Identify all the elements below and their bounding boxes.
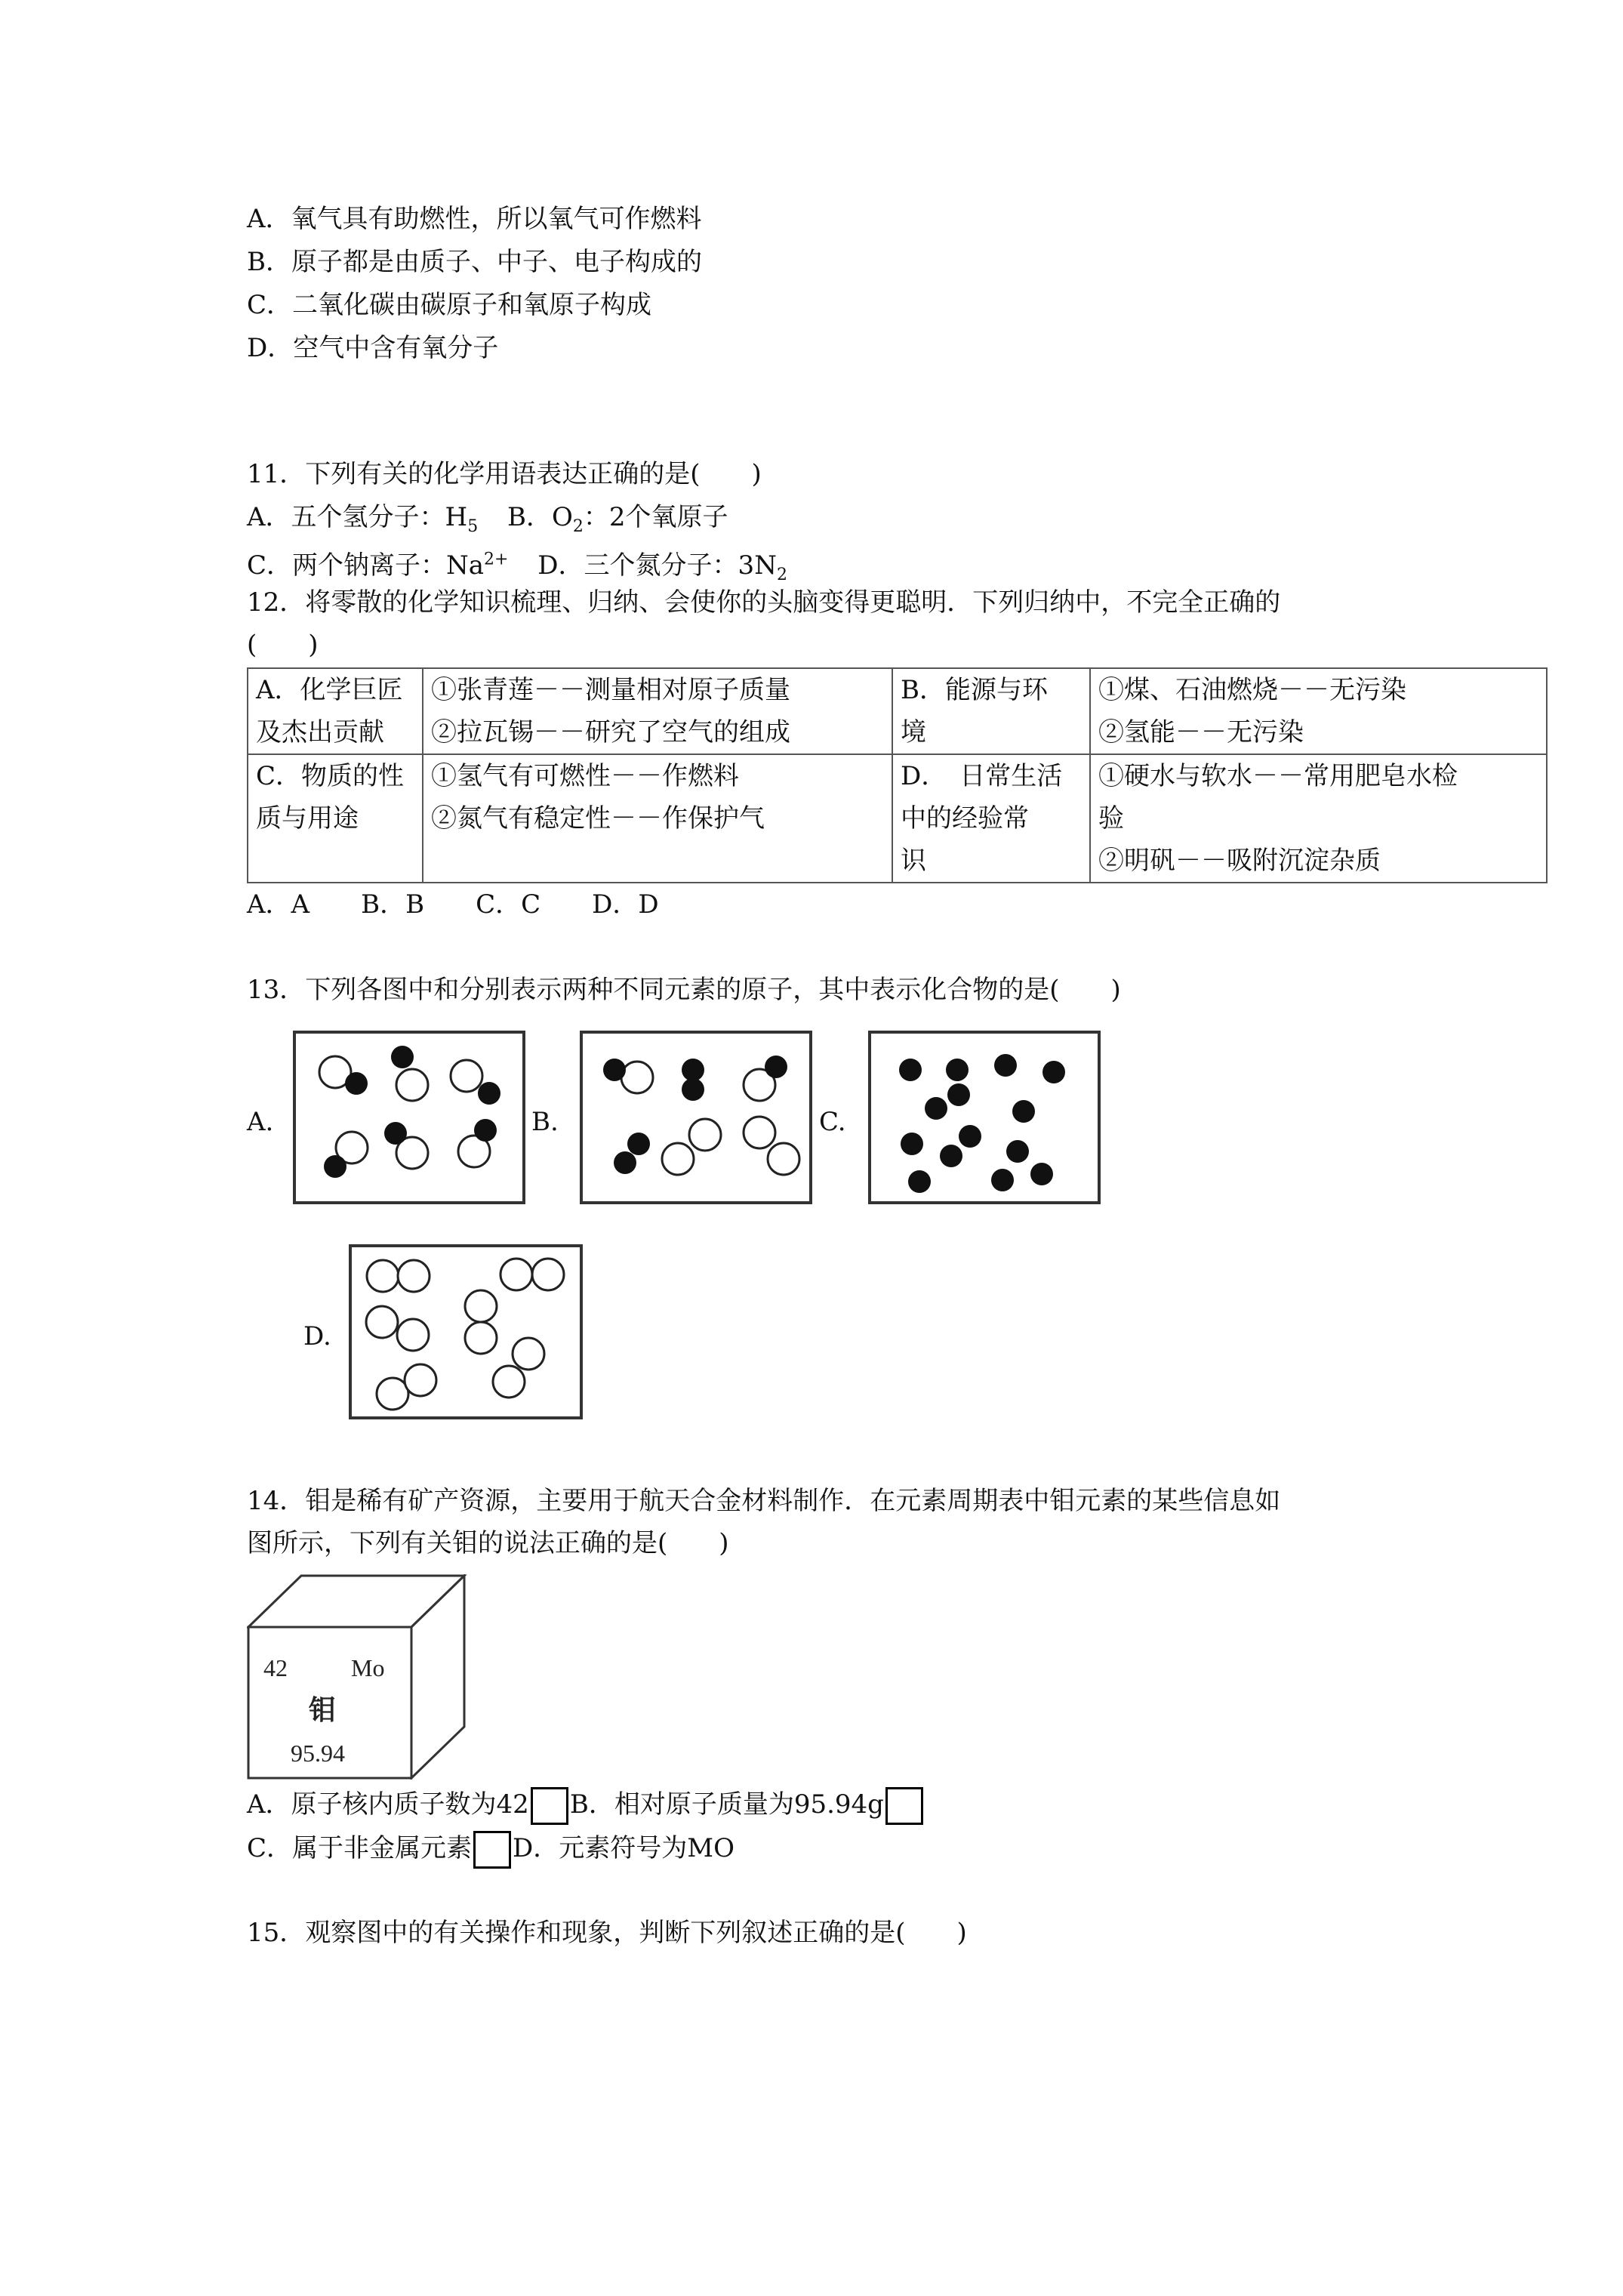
q12-stem-line1: 12．将零散的化学知识梳理、归纳、会使你的头脑变得更聪明．下列归纳中，不完全正确的 xyxy=(247,587,1281,618)
q13-figure-c xyxy=(868,1031,1101,1204)
q15-stem: 15．观察图中的有关操作和现象，判断下列叙述正确的是( ) xyxy=(247,1918,967,1948)
element-mass: 95.94 xyxy=(291,1740,345,1767)
table-cell: A．化学巨匠 及杰出贡献 xyxy=(248,668,423,754)
q12-stem-line2: ( ) xyxy=(247,630,319,660)
answer-box xyxy=(531,1787,568,1825)
element-symbol: Mo xyxy=(351,1654,385,1681)
q14-options-ab xyxy=(247,1783,925,1826)
q10-option-a: A．氧气具有助燃性，所以氧气可作燃料 xyxy=(247,204,702,234)
q11-option-c: C．两个钠离子：$Na^{2+}$ xyxy=(247,550,509,581)
q10-option-c: C．二氧化碳由碳原子和氧原子构成 xyxy=(247,290,652,320)
table-row xyxy=(248,754,1547,883)
q13-figure-a xyxy=(293,1031,525,1204)
q13-label-a: A. xyxy=(247,1107,274,1137)
q13-stem: 13．下列各图中和分别表示两种不同元素的原子，其中表示化合物的是( ) xyxy=(247,975,1121,1005)
q14-option-c: C．属于非金属元素 xyxy=(247,1833,473,1863)
q10-option-b: B．原子都是由质子、中子、电子构成的 xyxy=(247,247,702,277)
table-cell: ①煤、石油燃烧－－无污染 ②氢能－－无污染 xyxy=(1090,668,1547,754)
q11-option-a: A．五个氢分子：$H_5$ xyxy=(247,502,479,536)
element-number: 42 xyxy=(263,1654,288,1681)
q14-stem-line2: 图所示，下列有关钼的说法正确的是( ) xyxy=(247,1528,729,1558)
q12-options: A．A B．B C．C D．D xyxy=(247,889,659,920)
q13-figure-d xyxy=(349,1244,583,1419)
q13-figure-b xyxy=(580,1031,812,1204)
q14-option-d: D．元素符号为MO xyxy=(513,1833,735,1863)
table-cell: D． 日常生活 中的经验常 识 xyxy=(892,754,1090,883)
table-cell: B．能源与环 境 xyxy=(892,668,1090,754)
q11-option-d: D．三个氮分子：$3N_2$ xyxy=(537,550,787,585)
table-cell: C．物质的性 质与用途 xyxy=(248,754,423,883)
q14-stem-line1: 14．钼是稀有矿产资源，主要用于航天合金材料制作．在元素周期表中钼元素的某些信息如 xyxy=(247,1486,1281,1516)
q14-option-a: A．原子核内质子数为42 xyxy=(247,1789,529,1820)
table-cell: ①氢气有可燃性－－作燃料 ②氮气有稳定性－－作保护气 xyxy=(423,754,892,883)
answer-box xyxy=(885,1787,923,1825)
q13-label-d: D. xyxy=(303,1321,331,1351)
element-name: 钼 xyxy=(309,1695,337,1726)
table-cell: ①硬水与软水－－常用肥皂水检 验 ②明矾－－吸附沉淀杂质 xyxy=(1090,754,1547,883)
q12-table xyxy=(247,667,1548,883)
q14-option-b: B．相对原子质量为95.94g xyxy=(569,1789,884,1820)
periodic-element-cube xyxy=(247,1574,473,1780)
q13-label-b: B. xyxy=(531,1107,559,1137)
q11-option-b: B．$O_2$：2个氧原子 xyxy=(507,502,728,536)
table-row xyxy=(248,668,1547,754)
q14-options-cd xyxy=(247,1827,735,1869)
table-cell: ①张青莲－－测量相对原子质量 ②拉瓦锡－－研究了空气的组成 xyxy=(423,668,892,754)
q10-option-d: D．空气中含有氧分子 xyxy=(247,333,499,363)
q11-stem: 11．下列有关的化学用语表达正确的是( ) xyxy=(247,459,762,489)
answer-box xyxy=(473,1831,511,1869)
q13-label-c: C. xyxy=(819,1107,846,1137)
